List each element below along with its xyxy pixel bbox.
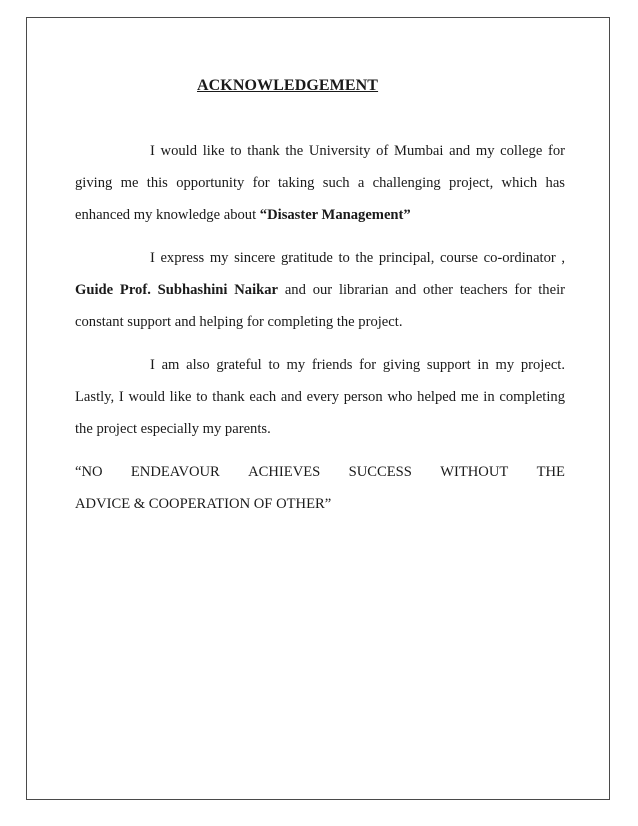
paragraph-friends [75, 349, 565, 445]
quote-word: SUCCESS [348, 464, 412, 480]
quote-word: ACHIEVES [248, 464, 321, 480]
quote-word: ENDEAVOUR [130, 464, 220, 480]
project-title: “Disaster Management” [259, 207, 411, 223]
paragraph-gratitude [75, 242, 565, 338]
quote-word: “NO [75, 464, 103, 480]
page-title: ACKNOWLEDGEMENT [197, 77, 379, 94]
paragraph-thanks-text: I would like to thank the University of Mumbai and my college for giving me this opportunity for taking such a challenging project, which has enhanced my knowledge about [75, 143, 565, 223]
paragraph-gratitude-text-end: and our librarian and other teachers for their constant support and helping for completing the project. [75, 282, 565, 330]
paragraph-friends-text: I am also grateful to my friends for giving support in my project. Lastly, I would like to thank each and every person who helped me in completing the project especially my parents. [75, 357, 565, 437]
guide-name: Guide Prof. Subhashini Naikar [75, 282, 279, 298]
quote-line-1 [75, 456, 565, 488]
quote-word: WITHOUT [440, 464, 509, 480]
paragraph-gratitude-text-start: I express my sincere gratitude to the principal, course co-ordinator , [150, 250, 565, 266]
quote-word: THE [536, 464, 565, 480]
paragraph-thanks [75, 135, 565, 231]
acknowledgement-body [75, 135, 565, 520]
quote-line-2: ADVICE & COOPERATION OF OTHER” [75, 496, 332, 512]
